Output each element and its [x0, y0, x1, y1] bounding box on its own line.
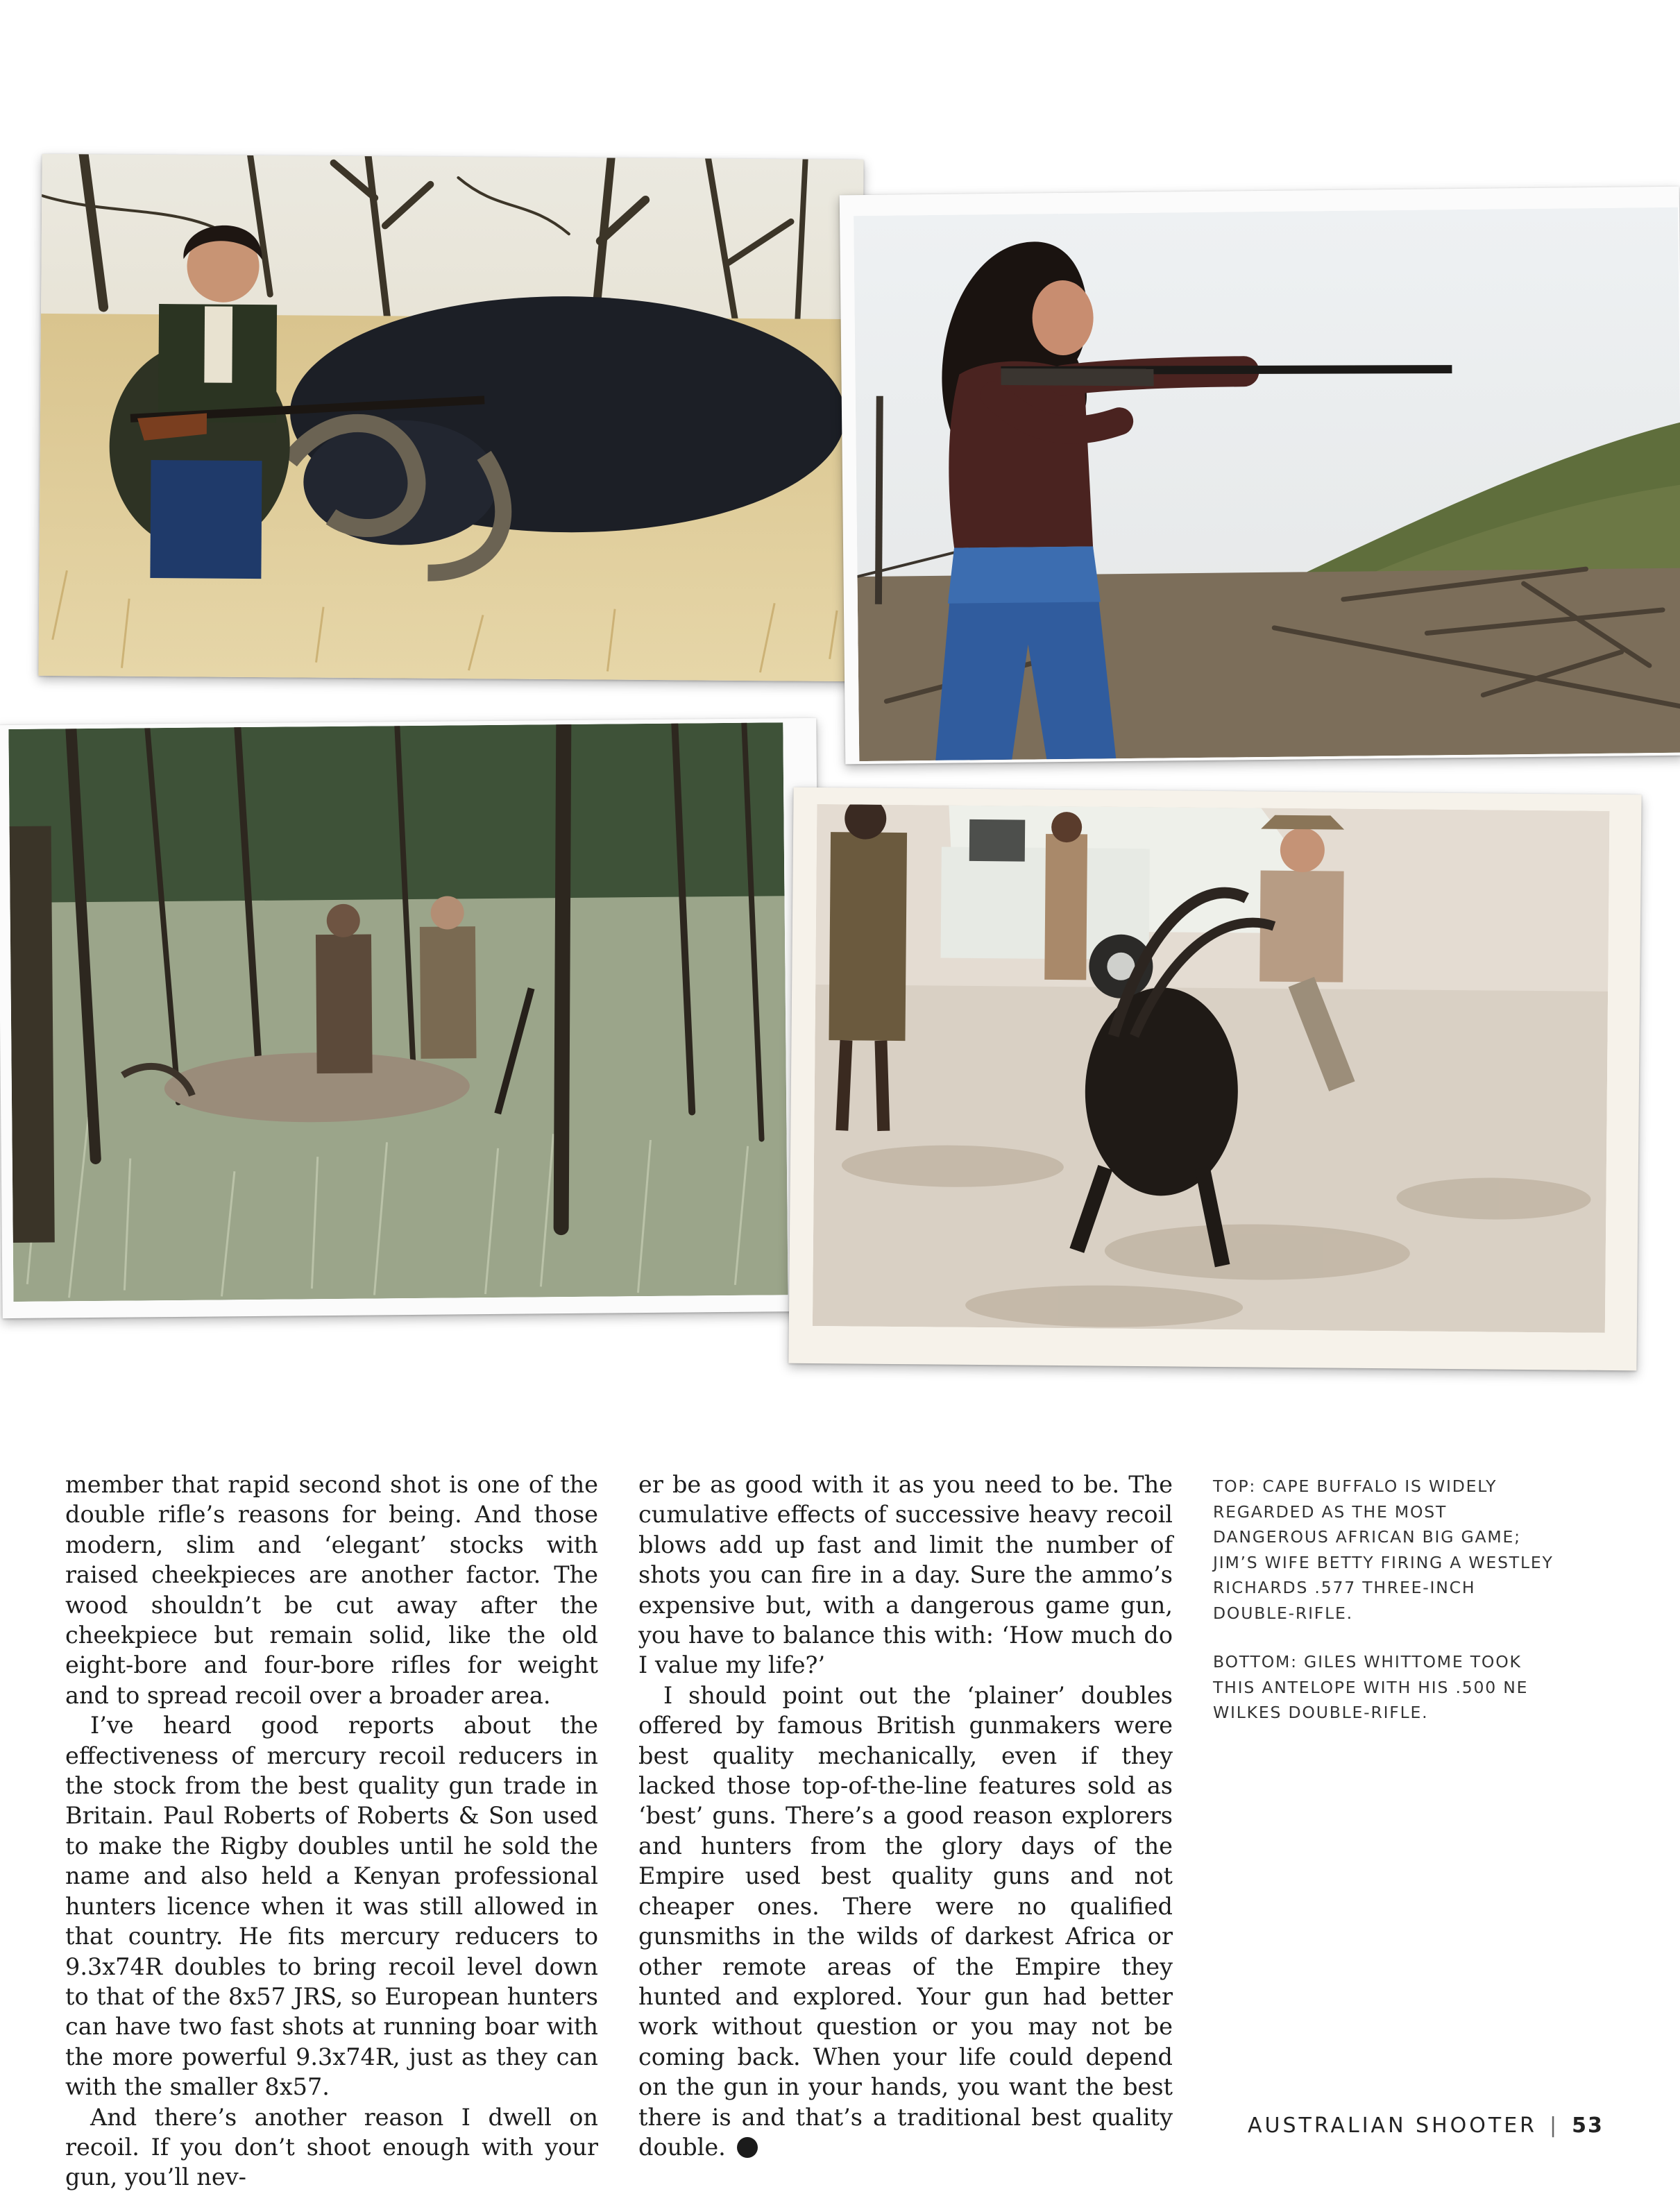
- caption-top: TOP: CAPE BUFFALO IS WIDELY REGARDED AS THE MOST DANGEROUS AFRICAN BIG GAME; JIM’S WIFE BETTY FIRING A WESTLEY RICHARDS .577 THREE-INCH DOUBLE-RIFLE.: [1213, 1477, 1554, 1623]
- photo-woman-firing-rifle-image: [854, 207, 1680, 761]
- photo-land-rover-antelope-image: [813, 804, 1610, 1333]
- article-paragraph: er be as good with it as you need to be. The cumulative effects of successive heavy recoil blows add up fast and limit the number of shots you can fire in a day. Sure the ammo’s expensive but, with a dangerous game gun, you have to balance this with: ‘How much do I value my life?’: [638, 1471, 1173, 1679]
- end-mark-icon: [737, 2137, 758, 2158]
- article-paragraph: I’ve heard good reports about the effectiveness of mercury recoil reducers in the stock from the best quality gun trade in Britain. Paul Roberts of Roberts & Son used to make the Rigby doubles until he sold the name and also held a Kenyan professional hunters licence when it was still allowed in that country. He fits mercury reducers to 9.3x74R doubles to bring recoil level down to that of the 8x57 JRS, so European hunters can have two fast shots at running boar with the more powerful 9.3x74R, just as they can with the smaller 8x57.: [65, 1712, 598, 2101]
- photo-captions: [1213, 1474, 1560, 1749]
- photo-forest-antelope-image: [8, 722, 788, 1302]
- article-paragraph: member that rapid second shot is one of the double rifle’s reasons for being. And those modern, slim and ‘elegant’ stocks with raised cheekpieces are another factor. The wood shouldn’t be cut away after the cheekpiece but remain solid, like the old eight-bore and four-bore rifles for weight and to spread recoil over a broader area.: [65, 1471, 598, 1709]
- article-paragraph: And there’s another reason I dwell on recoil. If you don’t shoot enough with your gun, you’ll nev-: [65, 2103, 598, 2191]
- page-footer: [1248, 2113, 1604, 2138]
- photo-cape-buffalo-image: [38, 154, 863, 681]
- publication-name: AUSTRALIAN SHOOTER: [1248, 2113, 1538, 2138]
- article-column-1: [65, 1470, 598, 2193]
- article-paragraph: I should point out the ‘plainer’ doubles offered by famous British gunmakers were best quality mechanically, even if they lacked those top-of-the-line features sold as ‘best’ guns. There’s a good reason explorers and hunters from the glory days of the Empire used best quality guns and not cheaper ones. There were no qualified gunsmiths in the wilds of darkest Africa or other remote areas of the Empire they hunted and explored. Your gun had better work without question or you may not be coming back. When your life could depend on the gun in your hands, you want the best there is and that’s a traditional best quality double.: [638, 1681, 1173, 2161]
- photo-forest-antelope: [0, 718, 822, 1318]
- page-number: 53: [1572, 2113, 1604, 2138]
- caption-bottom: BOTTOM: GILES WHITTOME TOOK THIS ANTELOPE WITH HIS .500 NE WILKES DOUBLE-RIFLE.: [1213, 1652, 1529, 1722]
- footer-separator: |: [1550, 2113, 1560, 2138]
- photo-woman-firing-rifle: [840, 187, 1680, 765]
- photo-cape-buffalo: [38, 154, 863, 681]
- photo-land-rover-antelope: [788, 788, 1641, 1371]
- article-column-2: [638, 1470, 1173, 2162]
